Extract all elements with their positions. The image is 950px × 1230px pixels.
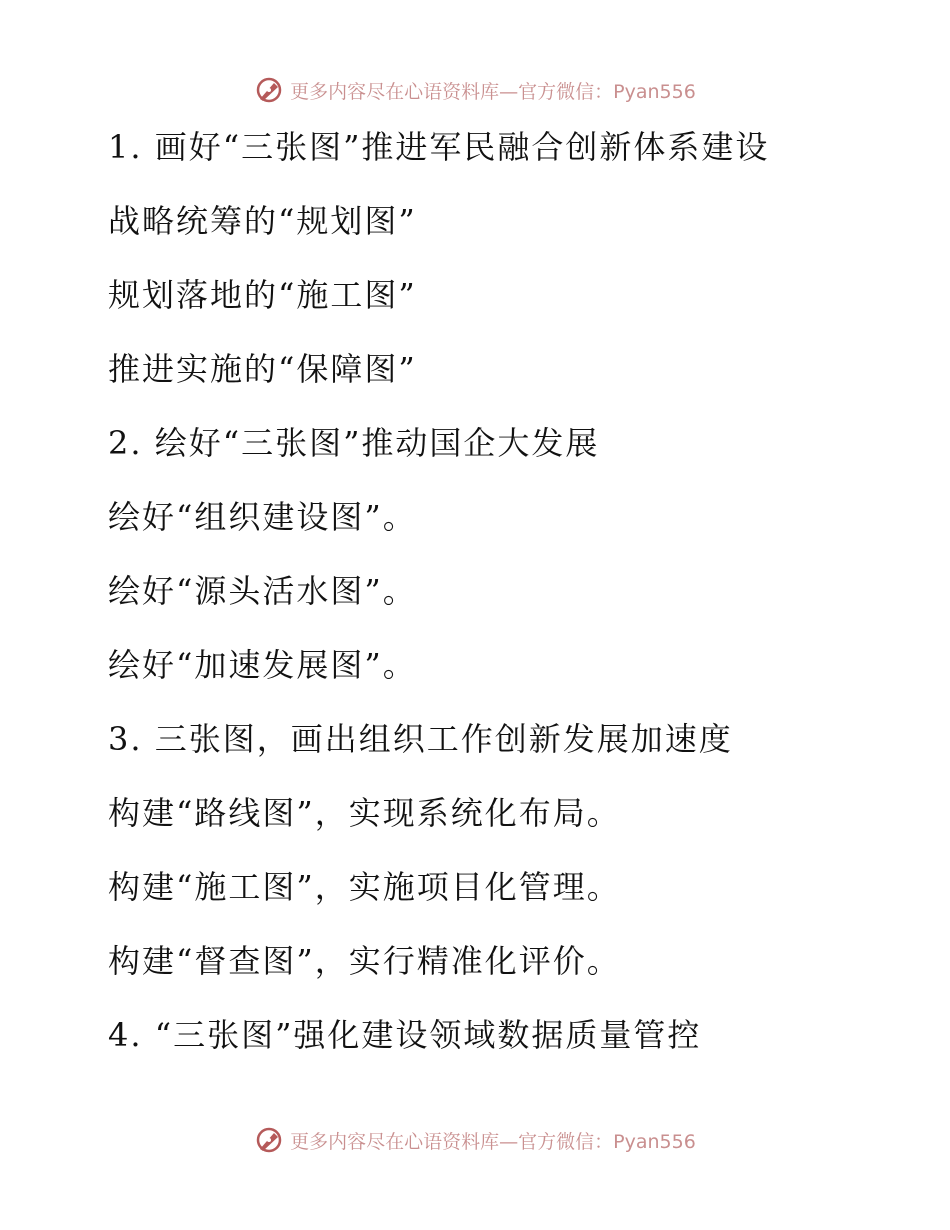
body-line: 构建“督查图”，实行精准化评价。 (108, 942, 621, 980)
document-body (108, 120, 908, 1082)
body-line: 绘好“源头活水图”。 (108, 572, 417, 610)
body-line: 构建“路线图”，实现系统化布局。 (108, 794, 621, 832)
heading-2: 2. 绘好“三张图”推动国企大发展 (108, 424, 600, 462)
body-line: 构建“施工图”，实施项目化管理。 (108, 868, 621, 906)
heading-4: 4. “三张图”强化建设领域数据质量管控 (108, 1016, 702, 1054)
footer-watermark (0, 1120, 950, 1160)
body-line: 推进实施的“保障图” (108, 350, 417, 388)
heading-3: 3. 三张图，画出组织工作创新发展加速度 (108, 720, 733, 758)
body-line: 绘好“组织建设图”。 (108, 498, 417, 536)
header-watermark (0, 70, 950, 110)
body-line: 战略统筹的“规划图” (108, 202, 417, 240)
body-line: 绘好“加速发展图”。 (108, 646, 417, 684)
pen-nib-circle-icon (254, 1125, 284, 1155)
heading-1: 1. 画好“三张图”推进军民融合创新体系建设 (108, 128, 770, 166)
pen-nib-circle-icon (254, 75, 284, 105)
watermark-text: 更多内容尽在心语资料库—官方微信：Pyan556 (290, 1130, 696, 1153)
watermark-text: 更多内容尽在心语资料库—官方微信：Pyan556 (290, 80, 696, 103)
body-line: 规划落地的“施工图” (108, 276, 417, 314)
